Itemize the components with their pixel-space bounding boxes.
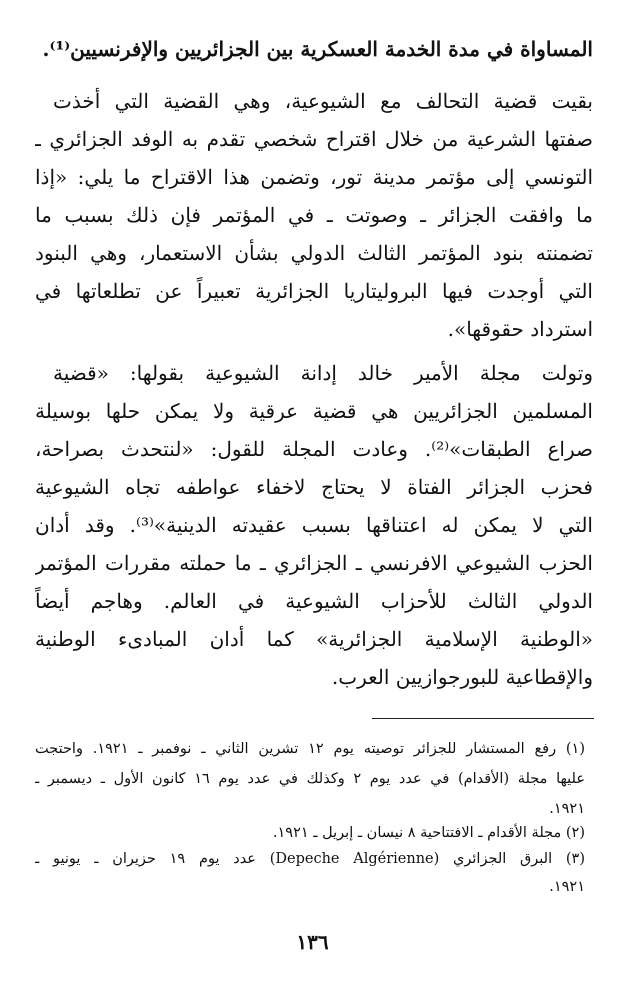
body-line: تضمنته بنود المؤتمر الثالث الدولي بشأن الاستعمار، وهي البنود <box>35 241 593 265</box>
body-line: المساواة في مدة الخدمة العسكرية بين الجزائريين والإفرنسيين⁽¹⁾. <box>42 37 593 61</box>
body-line: التي لا يمكن له اعتناقها بسبب عقيدته الدينية»⁽³⁾. وقد أدان <box>35 513 593 537</box>
body-line: بقيت قضية التحالف مع الشيوعية، وهي القضية التي أخذت <box>53 89 593 113</box>
body-line: فحزب الجزائر الفتاة لا يحتاج لاخفاء عواطفه تجاه الشيوعية <box>35 475 593 499</box>
footnote-divider <box>372 718 594 719</box>
body-line: استرداد حقوقها». <box>447 317 593 341</box>
body-line: التي أوجدت فيها البروليتاريا الجزائرية تعبيراً عن تطلعاتها في <box>35 279 593 303</box>
footnote-line: ١٩٢١. <box>549 879 585 895</box>
body-line: الحزب الشيوعي الافرنسي ـ الجزائري ـ ما حملته مقررات المؤتمر <box>35 551 593 575</box>
footnote-line: ١٩٢١. <box>549 801 585 817</box>
page-number: ١٣٦ <box>296 930 329 954</box>
footnote-line: عليها مجلة (الأقدام) في عدد يوم ٢ وكذلك في عدد يوم ١٦ كانون الأول ـ ديسمبر ـ <box>35 771 585 787</box>
body-line: والإقطاعية للبورجوازيين العرب. <box>331 665 593 689</box>
footnote-line: (٣) البرق الجزائري (Depeche Algérienne) عدد يوم ١٩ حزيران ـ يونيو ـ <box>35 851 585 867</box>
body-line: التونسي إلى مؤتمر مدينة تور، وتضمن هذا الاقتراح ما يلي: «إذا <box>35 165 593 189</box>
body-line: «الوطنية الإسلامية الجزائرية» كما أدان المبادىء الوطنية <box>35 627 593 651</box>
body-line: صفتها الشرعية من خلال اقتراح شخصي تقدم به الوفد الجزائري ـ <box>35 127 593 151</box>
footnote-line: (١) رفع المستشار للجزائر توصيته يوم ١٢ تشرين الثاني ـ نوفمبر ـ ١٩٢١. واحتجت <box>35 741 585 757</box>
body-line: ما وافقت الجزائر ـ وصوتت ـ في المؤتمر فإن ذلك بسبب ما <box>35 203 593 227</box>
body-line: المسلمين الجزائريين هي قضية عرقية ولا يمكن حلها بوسيلة <box>35 399 593 423</box>
body-line: الدولي الثالث للأحزاب الشيوعية في العالم. وهاجم أيضاً <box>35 589 593 613</box>
footnote-line: (٢) مجلة الأقدام ـ الافتتاحية ٨ نيسان ـ إبريل ـ ١٩٢١. <box>272 825 585 841</box>
body-line: وتولت مجلة الأمير خالد إدانة الشيوعية بقولها: «قضية <box>53 361 593 385</box>
body-line: صراع الطبقات»⁽²⁾. وعادت المجلة للقول: «لنتحدث بصراحة، <box>35 437 593 461</box>
